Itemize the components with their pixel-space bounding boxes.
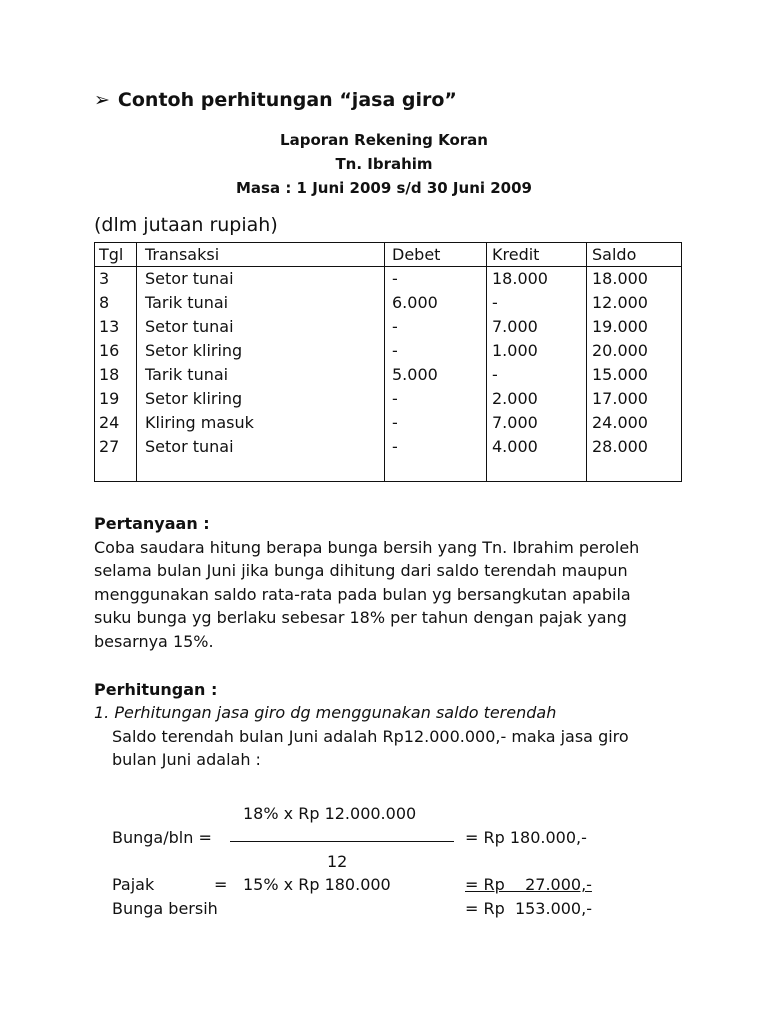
- cell-debet: -: [392, 389, 398, 408]
- bersih-result: = Rp 153.000,-: [465, 899, 592, 918]
- cell-transaksi: Tarik tunai: [145, 293, 229, 312]
- cell-tgl: 16: [99, 341, 120, 360]
- cell-saldo: 19.000: [592, 317, 648, 336]
- unit-note: (dlm jutaan rupiah): [94, 214, 278, 236]
- header-divider: [95, 266, 681, 267]
- pajak-equals: =: [214, 875, 228, 894]
- cell-kredit: 4.000: [492, 437, 538, 456]
- cell-tgl: 18: [99, 365, 120, 384]
- column-divider: [384, 243, 385, 481]
- calc-item-heading: 1. Perhitungan jasa giro dg menggunakan saldo terendah: [94, 703, 557, 722]
- fraction-denominator: 12: [327, 852, 348, 871]
- fraction-numerator: 18% x Rp 12.000.000: [243, 804, 417, 823]
- cell-saldo: 20.000: [592, 341, 648, 360]
- cell-saldo: 18.000: [592, 269, 648, 288]
- header-kredit: Kredit: [492, 245, 540, 264]
- page-title: [94, 89, 457, 111]
- cell-debet: -: [392, 437, 398, 456]
- cell-tgl: 3: [99, 269, 110, 288]
- cell-transaksi: Tarik tunai: [145, 365, 229, 384]
- cell-transaksi: Setor tunai: [145, 317, 234, 336]
- cell-transaksi: Setor tunai: [145, 437, 234, 456]
- page-title-text: Contoh perhitungan “jasa giro”: [117, 89, 457, 111]
- calc-label: Perhitungan :: [94, 680, 218, 699]
- cell-transaksi: Setor tunai: [145, 269, 234, 288]
- bersih-label: Bunga bersih: [112, 899, 218, 918]
- calc-desc-line: bulan Juni adalah :: [112, 750, 261, 769]
- report-name: Tn. Ibrahim: [335, 155, 433, 173]
- cell-kredit: -: [492, 365, 498, 384]
- cell-debet: -: [392, 413, 398, 432]
- cell-tgl: 13: [99, 317, 120, 336]
- report-title: Laporan Rekening Koran: [280, 131, 488, 149]
- cell-saldo: 17.000: [592, 389, 648, 408]
- question-label: Pertanyaan :: [94, 514, 210, 533]
- cell-kredit: 2.000: [492, 389, 538, 408]
- cell-transaksi: Kliring masuk: [145, 413, 254, 432]
- bunga-result: = Rp 180.000,-: [465, 828, 587, 847]
- cell-kredit: 7.000: [492, 413, 538, 432]
- pajak-expression: 15% x Rp 180.000: [243, 875, 391, 894]
- cell-tgl: 24: [99, 413, 120, 432]
- bunga-label: Bunga/bln =: [112, 828, 212, 847]
- question-line: Coba saudara hitung berapa bunga bersih yang Tn. Ibrahim peroleh: [94, 538, 640, 557]
- cell-transaksi: Setor kliring: [145, 341, 243, 360]
- cell-debet: -: [392, 317, 398, 336]
- header-tgl: Tgl: [99, 245, 124, 264]
- cell-saldo: 15.000: [592, 365, 648, 384]
- cell-transaksi: Setor kliring: [145, 389, 243, 408]
- header-debet: Debet: [392, 245, 441, 264]
- cell-kredit: 18.000: [492, 269, 548, 288]
- cell-debet: -: [392, 269, 398, 288]
- cell-tgl: 8: [99, 293, 110, 312]
- header-saldo: Saldo: [592, 245, 637, 264]
- column-divider: [136, 243, 137, 481]
- question-line: selama bulan Juni jika bunga dihitung dari saldo terendah maupun: [94, 561, 628, 580]
- header-transaksi: Transaksi: [145, 245, 220, 264]
- cell-saldo: 12.000: [592, 293, 648, 312]
- account-statement-table: [94, 242, 682, 482]
- question-line: suku bunga yg berlaku sebesar 18% per tahun dengan pajak yang: [94, 608, 627, 627]
- calc-desc-line: Saldo terendah bulan Juni adalah Rp12.000.000,- maka jasa giro: [112, 727, 629, 746]
- cell-saldo: 24.000: [592, 413, 648, 432]
- fraction-bar: [230, 841, 454, 842]
- column-divider: [586, 243, 587, 481]
- cell-tgl: 19: [99, 389, 120, 408]
- cell-debet: 6.000: [392, 293, 438, 312]
- question-line: besarnya 15%.: [94, 632, 214, 651]
- cell-debet: 5.000: [392, 365, 438, 384]
- pajak-label: Pajak: [112, 875, 155, 894]
- cell-kredit: -: [492, 293, 498, 312]
- cell-tgl: 27: [99, 437, 120, 456]
- cell-debet: -: [392, 341, 398, 360]
- column-divider: [486, 243, 487, 481]
- cell-kredit: 7.000: [492, 317, 538, 336]
- question-line: menggunakan saldo rata-rata pada bulan yg bersangkutan apabila: [94, 585, 631, 604]
- pajak-result: = Rp 27.000,-: [465, 875, 592, 894]
- arrow-bullet-icon: ➢: [94, 89, 110, 111]
- cell-kredit: 1.000: [492, 341, 538, 360]
- cell-saldo: 28.000: [592, 437, 648, 456]
- report-period: Masa : 1 Juni 2009 s/d 30 Juni 2009: [236, 179, 532, 197]
